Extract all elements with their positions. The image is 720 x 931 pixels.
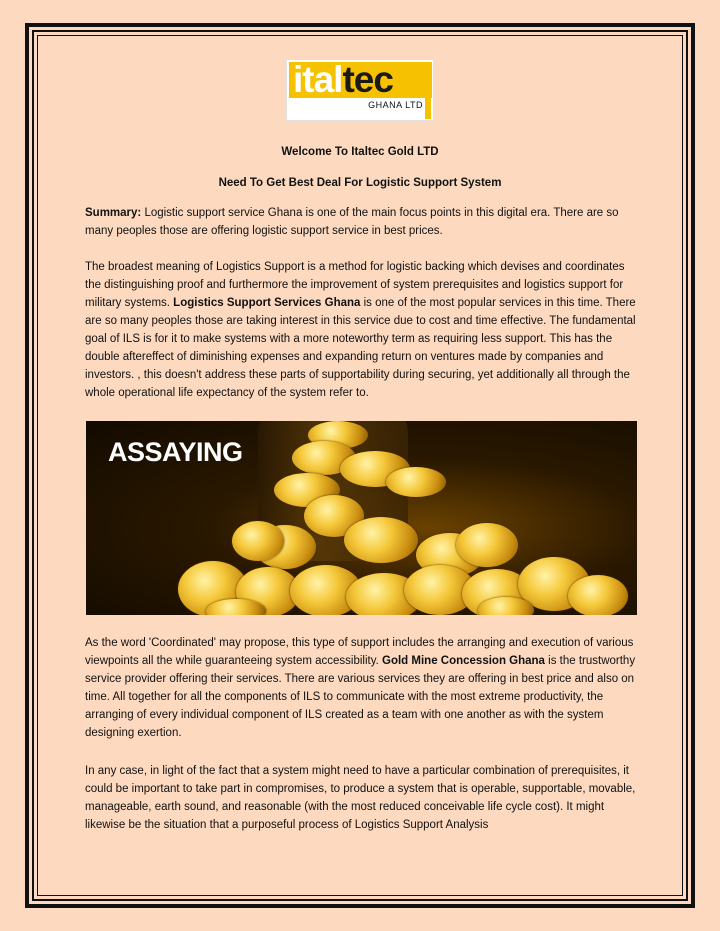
page-heading: Welcome To Italtec Gold LTD <box>281 146 439 158</box>
logo-wordmark <box>293 59 393 100</box>
gold-coin <box>344 517 418 563</box>
logo-word-ital: ital <box>293 59 343 100</box>
paragraph-logistics-support <box>85 258 640 402</box>
page-subheading: Need To Get Best Deal For Logistic Support System <box>218 177 502 189</box>
logo-subtitle: GHANA LTD <box>368 100 423 110</box>
paragraph2-keyword: Gold Mine Concession Ghana <box>382 655 545 667</box>
summary-label: Summary: <box>85 207 142 219</box>
paragraph2-text-start: As the word 'Coordinated' may propose, this type of support includes the arranging and execution of various viewpoints all the while guaranteeing system accessibility. <box>85 637 634 667</box>
gold-coin <box>386 467 446 497</box>
logo-accent-stripe <box>425 98 431 119</box>
gold-coins-banner-image <box>86 421 637 615</box>
paragraph1-text-end: is one of the most popular services in this time. There are so many peoples those are taking interest in this service due to cost and time effective. The fundamental goal of ILS is for it to make systems with a more noteworthy term as requiring less support. This has the double aftereffect of diminishing expenses and expanding return on ventures made by companies and investors. , this doesn't address these parts of supportability during securing, yet additionally all through the whole operational life expectancy of the system refer to. <box>85 297 636 399</box>
assaying-label: ASSAYING <box>108 437 243 467</box>
logo-word-tec: tec <box>342 59 393 100</box>
paragraph1-text-start: The broadest meaning of Logistics Support is a method for logistic backing which devises and coordinates the distinguishing proof and furthermore the improvement of system prerequisites and logistics support for military systems. <box>85 261 625 309</box>
gold-coin <box>456 523 518 567</box>
gold-coin <box>568 575 628 615</box>
paragraph1-keyword: Logistics Support Services Ghana <box>173 297 361 309</box>
summary-paragraph <box>85 204 640 240</box>
italtec-logo <box>286 59 434 121</box>
paragraph2-text-end: is the trustworthy service provider offering their services. There are various services they are offering in best price and also on time. All together for all the components of ILS to communicate with the most extreme productivity, the arranging of every individual component of ILS created as a team with one another as with the system designing exertion. <box>85 655 636 739</box>
gold-coin <box>232 521 284 561</box>
summary-text: Logistic support service Ghana is one of the main focus points in this digital era. There are so many peoples those are offering logistic support service in best prices. <box>85 207 619 237</box>
paragraph-compromises: In any case, in light of the fact that a system might need to have a particular combination of prerequisites, it could be important to take part in compromises, to produce a system that is operable, supportable, movable, manageable, earth sound, and reasonable (with the most reduced conceivable life cycle cost). It might likewise be the situation that a purposeful process of Logistics Support Analysis <box>85 765 636 831</box>
paragraph-coordinated-support <box>85 634 640 742</box>
